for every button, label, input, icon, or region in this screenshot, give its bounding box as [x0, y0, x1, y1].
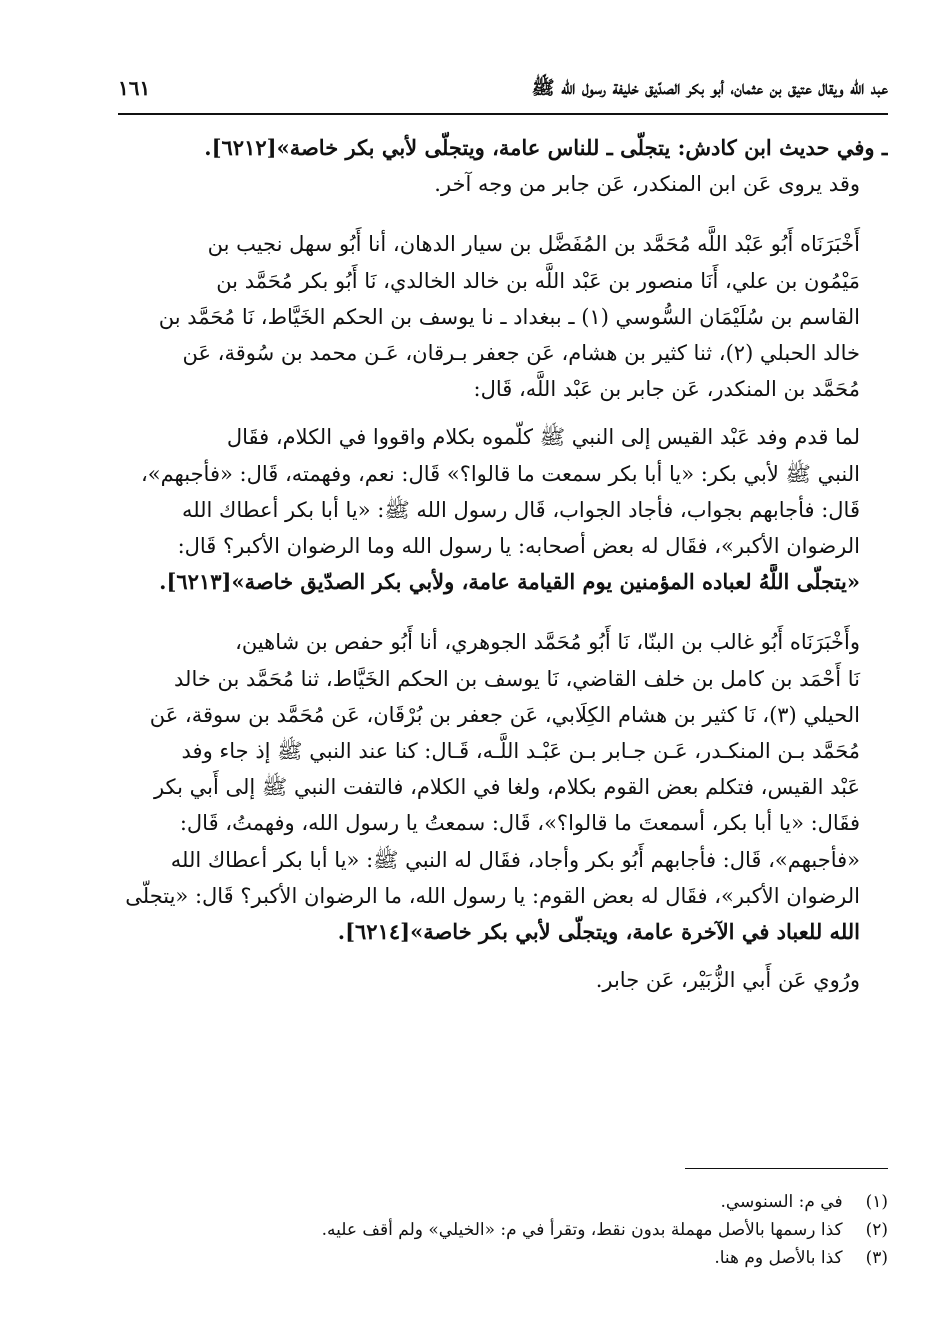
footnote-number: (٣): [865, 1248, 888, 1268]
text-line: عَبْد القيس، فتكلم بعض القوم بكلام، ولغا في الكلام، فالتفت النبي ﷺ إلى أَبي بكر: [153, 775, 860, 800]
footnote-item: [118, 1188, 888, 1216]
paragraph-other-narration: [118, 962, 888, 998]
text-line: القاسم بن سُلَيْمَان السُّوسي (١) ـ ببغداد ـ نا يوسف بن الحكم الخَيَّاط، نَا مُحَمَّد بن: [158, 304, 860, 329]
text-line: «فأجبهم»، قَال: فأجابهم أَبُو بكر وأجاد، فقَال له النبي ﷺ: «يا أبا بكر أعطاك الله: [170, 847, 860, 872]
footnote-rule: [685, 1168, 888, 1169]
text-line: نَا أَحْمَد بن كامل بن خلف القاضي، نَا يوسف بن الحكم الخَيَّاط، ثنا مُحَمَّد بن خالد: [174, 666, 860, 691]
footnote-text: كذا بالأصل وم هنا.: [714, 1248, 843, 1268]
text-line: ورُوي عَن أَبي الزُّبَيْر، عَن جابر.: [595, 968, 860, 993]
paragraph-hadith-ending: [118, 130, 888, 166]
text-line: الرضوان الأكبر»، فقَال له بعض أصحابه: يا رسول الله وما الرضوان الأكبر؟ قَال:: [177, 534, 860, 559]
text-line: مُحَمَّد بن المنكدر، عَن جابر بن عَبْد اللَّه، قَال:: [473, 377, 860, 402]
paragraph-isnad-2: [118, 624, 888, 950]
text-line: مَيْمُون بن علي، أَنَا منصور بن عَبْد اللَّه بن خالد الخالدي، نَا أَبُو بكر مُحَمَّد بن: [216, 268, 860, 293]
text-line: «يتجلّى اللَّهُ لعباده المؤمنين يوم القيامة عامة، ولأبي بكر الصدّيق خاصة»[٦٢١٣].: [159, 569, 860, 595]
page-number: ١٦١: [118, 76, 151, 100]
footnote-text: كذا رسمها بالأصل مهملة بدون نقط، وتقرأ في م: «الخيلي» ولم أقف عليه.: [321, 1220, 843, 1240]
footnote-number: (٢): [865, 1220, 888, 1240]
paragraph-isnad-1: [118, 226, 888, 407]
paragraph-note-other-route: [118, 166, 888, 202]
text-line: الرضوان الأكبر»، فقَال له بعض القوم: يا رسول الله، ما الرضوان الأكبر؟ قَال: «يتجلّى: [125, 883, 860, 908]
text-line: النبي ﷺ لأبي بكر: «يا أبا بكر سمعت ما قالوا؟» قَال: نعم، وفهمته، قَال: «فأجبهم»،: [140, 461, 860, 486]
footnote-item: [118, 1244, 888, 1272]
footnote-text: في م: السنوسي.: [720, 1192, 843, 1212]
header-rule: [118, 113, 888, 115]
text-line: لما قدم وفد عَبْد القيس إلى النبي ﷺ كلّموه بكلام واقووا في الكلام، فقَال: [226, 425, 860, 450]
text-line: وأَخْبَرَنَاه أَبُو غالب بن البنّا، نَا أَبُو مُحَمَّد الجوهري، أنا أَبُو حفص بن شاهين،: [235, 630, 860, 655]
text-line: فقَال: «يا أبا بكر، أسمعتَ ما قالوا؟»، قَال: سمعتُ يا رسول الله، وفهمتُ، قَال:: [179, 811, 860, 836]
text-line: ـ وفي حديث ابن كادش: يتجلّى ـ للناس عامة، ويتجلّى لأبي بكر خاصة»[٦٢١٢].: [204, 135, 888, 160]
paragraph-matn-1: [118, 419, 888, 600]
text-line: الحيلي (٣)، نَا كثير بن هشام الكِلَابي، عَن جعفر بن بُرْقَان، عَن مُحَمَّد بن سوقة، عَن: [149, 702, 860, 727]
running-title: عبد الله ويقال عتيق بن عثمان، أبو بكر الصدّيق خليفة رسول الله ﷺ: [531, 77, 888, 99]
footnote-item: [118, 1216, 888, 1244]
text-line: قَال: فأجابهم بجواب، فأجاد الجواب، قَال رسول الله ﷺ: «يا أبا بكر أعطاك الله: [181, 497, 860, 522]
text-line: مُحَمَّد بـن المنكـدر، عَـن جـابر بـن عَبْـد اللَّـه، قَـال: كنا عند النبي ﷺ إذ جاء وفد: [181, 739, 860, 764]
running-header: [118, 74, 888, 108]
footnote-number: (١): [865, 1192, 888, 1212]
text-line: أَخْبَرَنَاه أَبُو عَبْد اللَّه مُحَمَّد بن المُفَضَّل بن سيار الدهان، أنا أَبُو سهل نجيب بن: [207, 232, 860, 257]
text-line: خالد الحبلي (٢)، ثنا كثير بن هشام، عَن جعفر بـرقان، عَـن محمد بن سُوقة، عَن: [182, 341, 860, 366]
text-line: وقد يروى عَن ابن المنكدر، عَن جابر من وجه آخر.: [434, 172, 860, 197]
main-text: [118, 130, 888, 998]
footnotes: [118, 1188, 888, 1272]
text-line: الله للعباد في الآخرة عامة، ويتجلّى لأبي بكر خاصة»[٦٢١٤].: [337, 919, 860, 945]
